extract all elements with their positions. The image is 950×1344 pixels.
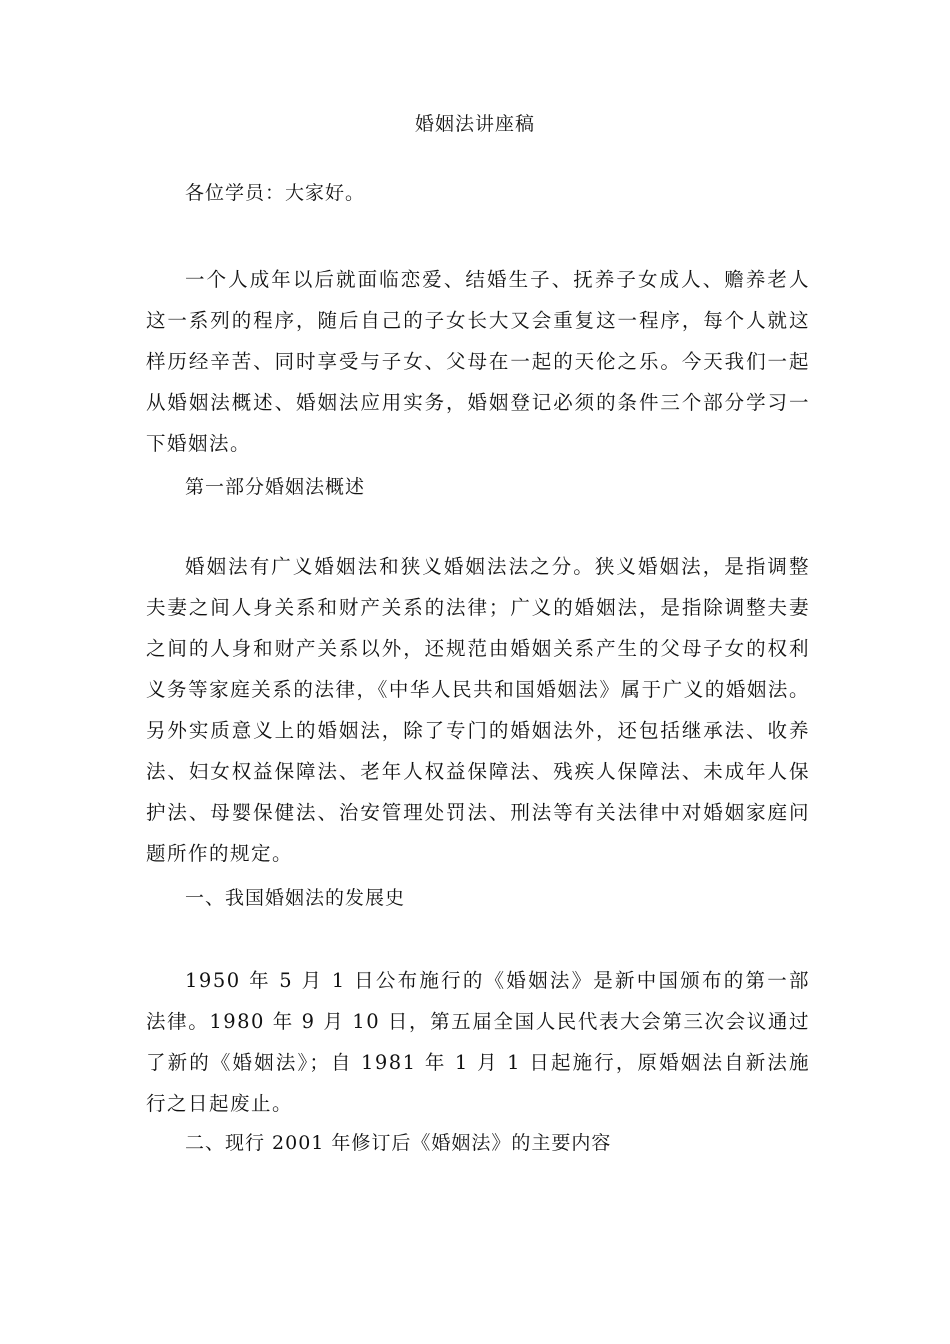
part-one-heading: 第一部分婚姻法概述 xyxy=(185,476,366,498)
intro-paragraph: 一个人成年以后就面临恋爱、结婚生子、抚养子女成人、赡养老人这一系列的程序，随后自己的子女长大又会重复这一程序，每个人就这样历经辛苦、同时享受与子女、父母在一起的天伦之乐。今天我们一起从婚姻法概述、婚姻法应用实务，婚姻登记必须的条件三个部分学习一下婚姻法。 xyxy=(146,267,810,455)
history-paragraph: 1950 年 5 月 1 日公布施行的《婚姻法》是新中国颁布的第一部法律。1980 年 9 月 10 日，第五届全国人民代表大会第三次会议通过了新的《婚姻法》；自 1981 年 1 月 1 日起施行，原婚姻法自新法施行之日起废止。 xyxy=(146,968,810,1115)
section-one-heading: 一、我国婚姻法的发展史 xyxy=(185,887,406,909)
section-two-heading: 二、现行 2001 年修订后《婚姻法》的主要内容 xyxy=(185,1132,612,1154)
greeting-line: 各位学员：大家好。 xyxy=(185,182,366,204)
document-title: 婚姻法讲座稿 xyxy=(414,113,535,135)
definition-paragraph: 婚姻法有广义婚姻法和狭义婚姻法法之分。狭义婚姻法，是指调整夫妻之间人身关系和财产关系的法律；广义的婚姻法，是指除调整夫妻之间的人身和财产关系以外，还规范由婚姻关系产生的父母子女的权利义务等家庭关系的法律，《中华人民共和国婚姻法》属于广义的婚姻法。另外实质意义上的婚姻法，除了专门的婚姻法外，还包括继承法、收养法、妇女权益保障法、老年人权益保障法、残疾人保障法、未成年人保护法、母婴保健法、治安管理处罚法、刑法等有关法律中对婚姻家庭问题所作的规定。 xyxy=(146,554,810,865)
